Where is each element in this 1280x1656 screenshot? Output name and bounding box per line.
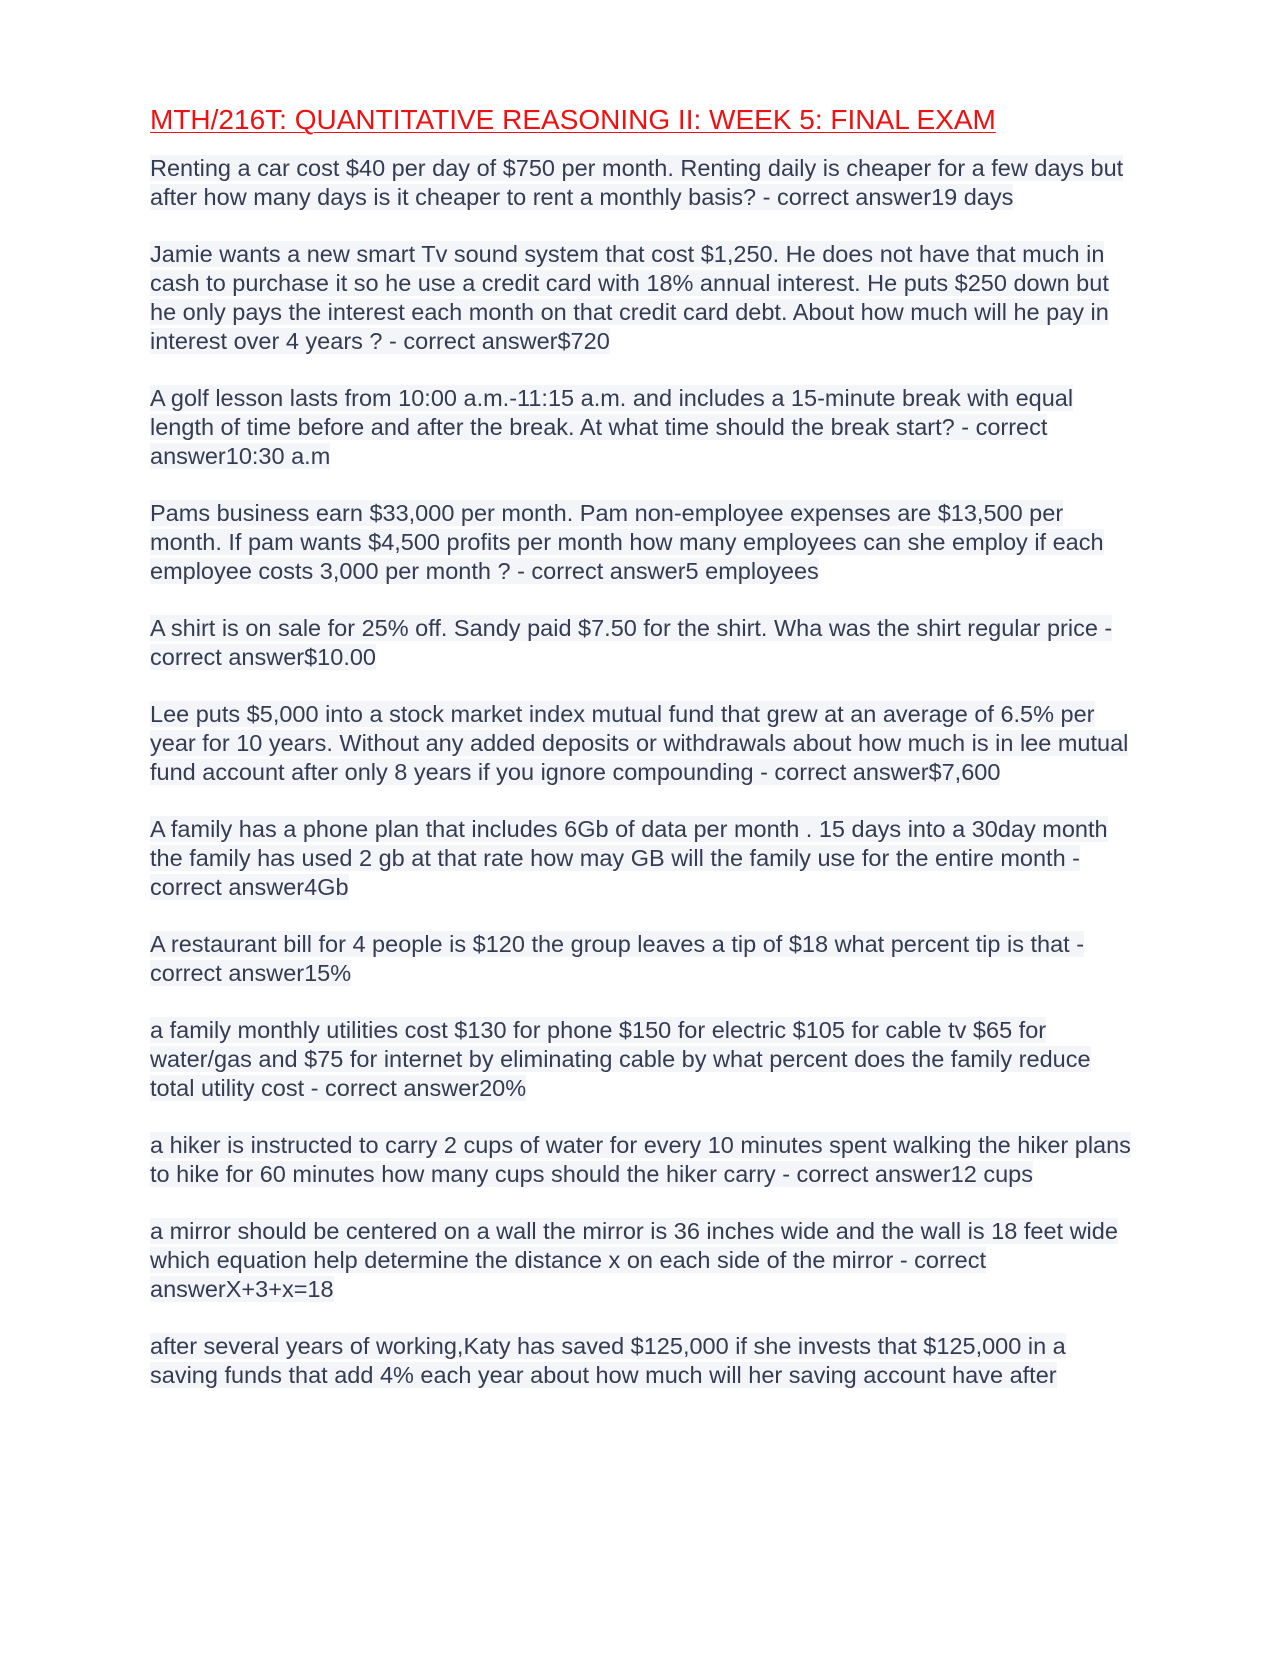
question-7: [150, 815, 1140, 902]
question-text: Pams business earn $33,000 per month. Pam non-employee expenses are $13,500 per month. If pam wants $4,500 profits per month how many employees can she employ if each employee costs 3,000 per month ? - correct answer5 employees: [150, 500, 1104, 584]
question-6: [150, 700, 1140, 787]
question-text: A golf lesson lasts from 10:00 a.m.-11:15 a.m. and includes a 15-minute break with equal length of time before and after the break. At what time should the break start? - correct answer10:30 a.m: [150, 385, 1074, 469]
question-text: after several years of working,Katy has saved $125,000 if she invests that $125,000 in a saving funds that add 4% each year about how much will her saving account have after: [150, 1333, 1066, 1388]
question-text: a hiker is instructed to carry 2 cups of water for every 10 minutes spent walking the hiker plans to hike for 60 minutes how many cups should the hiker carry - correct answer12 cups: [150, 1132, 1131, 1187]
question-text: a mirror should be centered on a wall the mirror is 36 inches wide and the wall is 18 feet wide which equation help determine the distance x on each side of the mirror - correct answerX+3+x=18: [150, 1218, 1118, 1302]
question-10: [150, 1131, 1140, 1189]
question-text: Lee puts $5,000 into a stock market index mutual fund that grew at an average of 6.5% per year for 10 years. Without any added deposits or withdrawals about how much is in lee mutual fund account after only 8 years if you ignore compounding - correct answer$7,600: [150, 701, 1129, 785]
question-text: a family monthly utilities cost $130 for phone $150 for electric $105 for cable tv $65 for water/gas and $75 for internet by eliminating cable by what percent does the family reduce total utility cost - correct answer20%: [150, 1017, 1091, 1101]
question-text: A shirt is on sale for 25% off. Sandy paid $7.50 for the shirt. Wha was the shirt regular price - correct answer$10.00: [150, 615, 1113, 670]
document-content: [150, 102, 1140, 1418]
question-text: Jamie wants a new smart Tv sound system that cost $1,250. He does not have that much in cash to purchase it so he use a credit card with 18% annual interest. He puts $250 down but he only pays the interest each month on that credit card debt. About how much will he pay in interest over 4 years ? - correct answer$720: [150, 241, 1109, 354]
question-9: [150, 1016, 1140, 1103]
question-2: [150, 240, 1140, 356]
question-12: [150, 1332, 1140, 1390]
question-3: [150, 384, 1140, 471]
question-11: [150, 1217, 1140, 1304]
question-8: [150, 930, 1140, 988]
question-text: A restaurant bill for 4 people is $120 the group leaves a tip of $18 what percent tip is that - correct answer15%: [150, 931, 1085, 986]
question-text: Renting a car cost $40 per day of $750 per month. Renting daily is cheaper for a few days but after how many days is it cheaper to rent a monthly basis? - correct answer19 days: [150, 155, 1124, 210]
question-5: [150, 614, 1140, 672]
question-1: [150, 154, 1140, 212]
document-title: MTH/216T: QUANTITATIVE REASONING II: WEEK 5: FINAL EXAM: [150, 104, 996, 135]
question-text: A family has a phone plan that includes 6Gb of data per month . 15 days into a 30day month the family has used 2 gb at that rate how may GB will the family use for the entire month - correct answer4Gb: [150, 816, 1108, 900]
question-4: [150, 499, 1140, 586]
